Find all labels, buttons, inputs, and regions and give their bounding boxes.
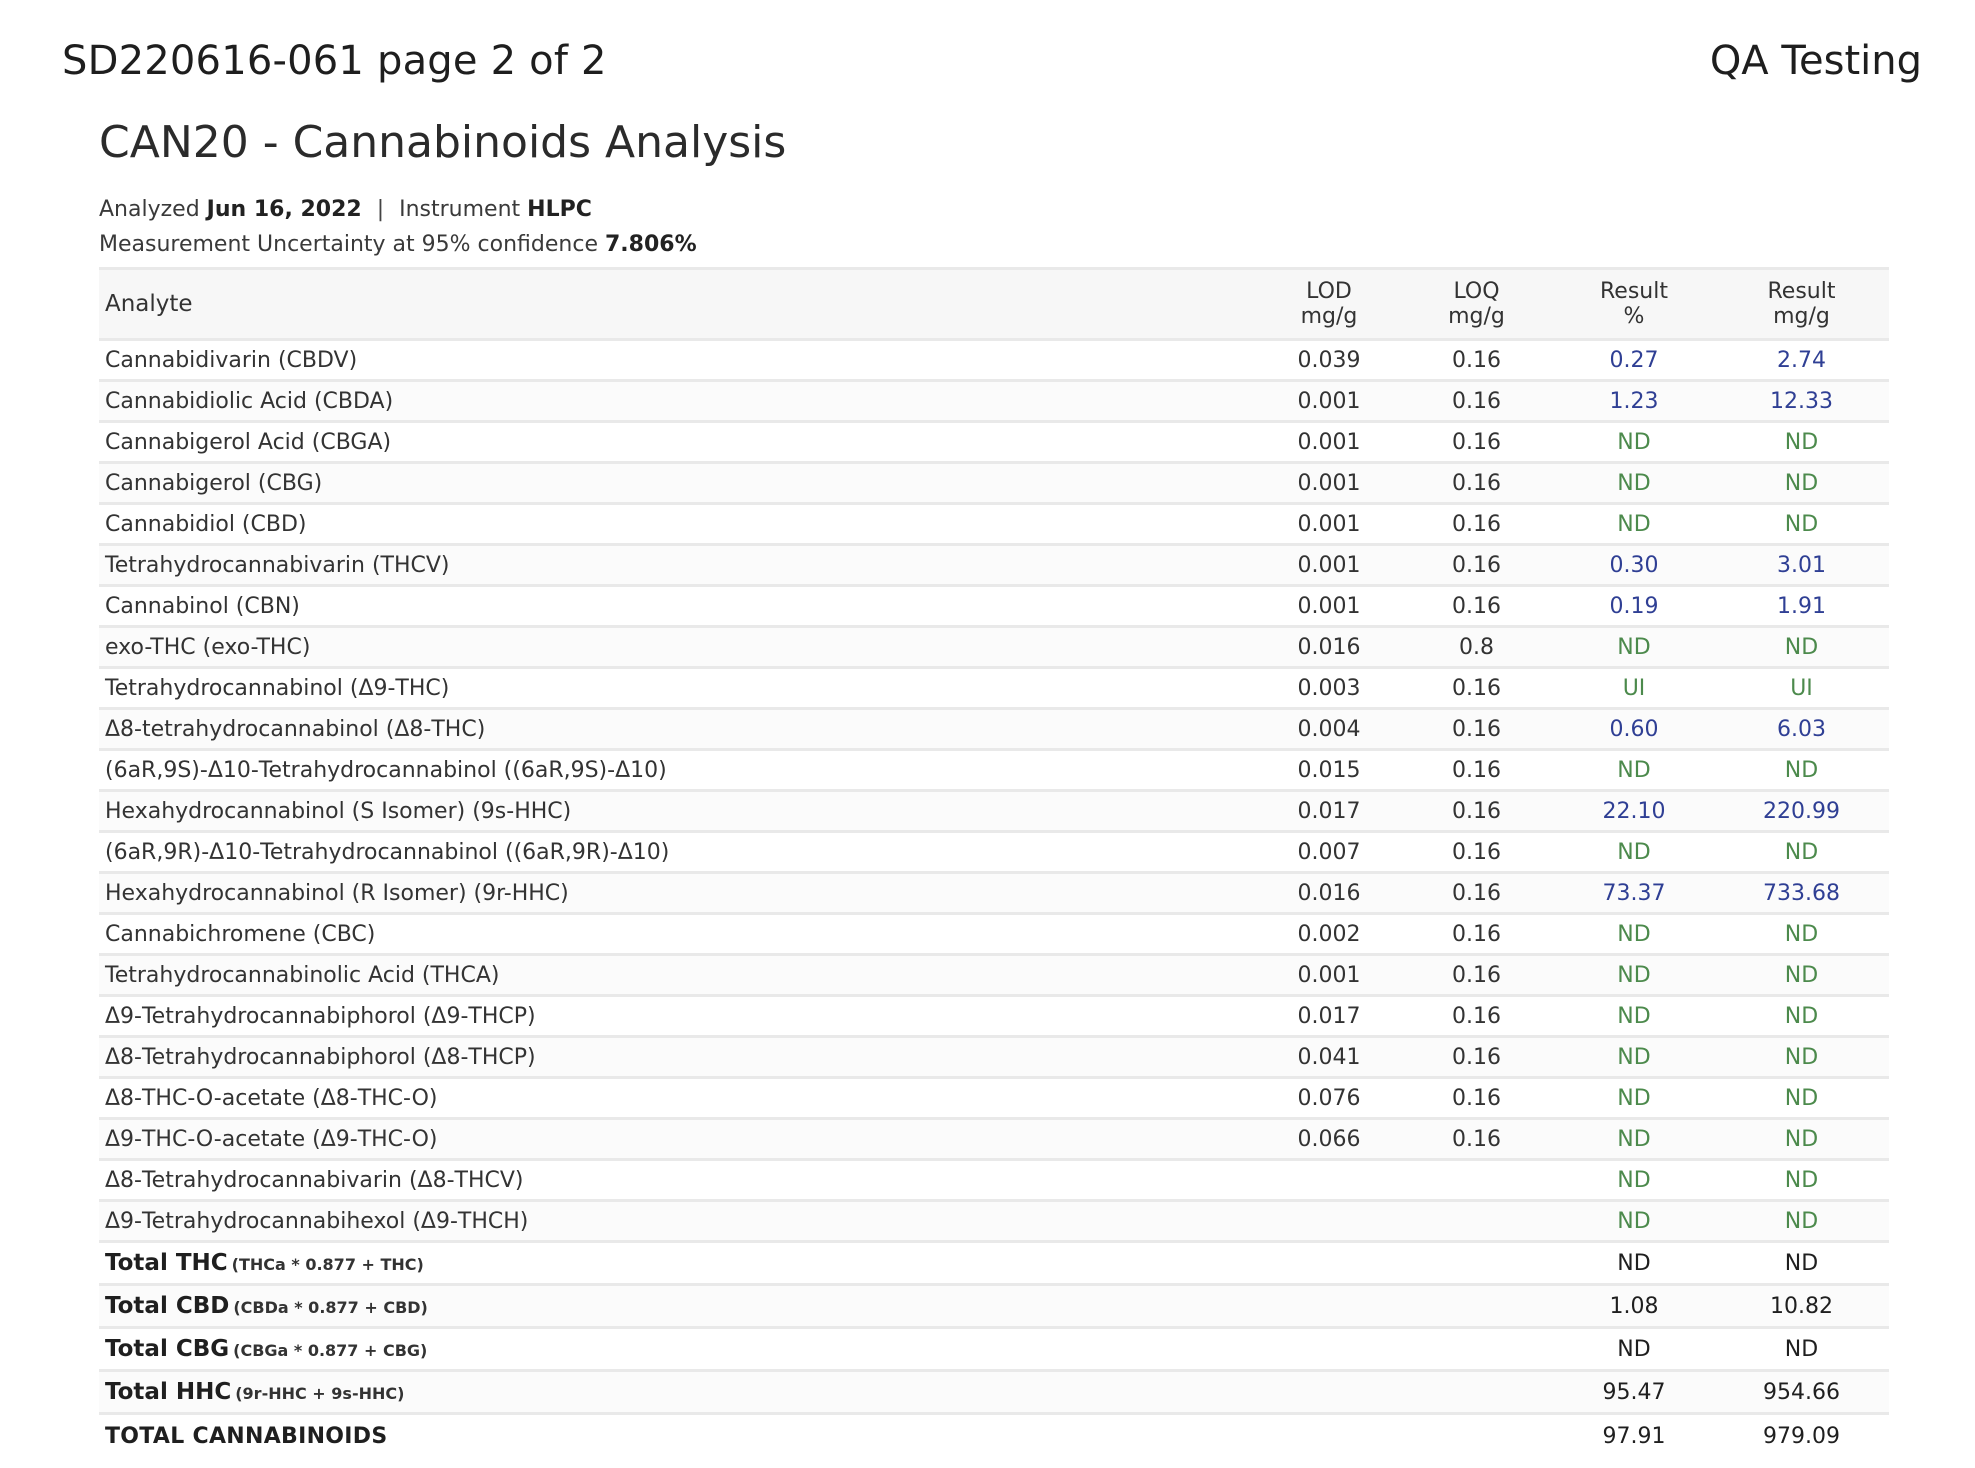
meta-separator: | [376, 197, 385, 222]
lod-cell [1259, 1285, 1399, 1328]
result-mg-cell: 3.01 [1714, 545, 1889, 586]
result-percent-cell: ND [1554, 750, 1714, 791]
result-percent-cell: ND [1554, 1201, 1714, 1242]
total-percent-cell: ND [1554, 1242, 1714, 1285]
result-percent-cell: 0.27 [1554, 340, 1714, 381]
loq-cell: 0.16 [1399, 545, 1554, 586]
result-percent-cell: ND [1554, 955, 1714, 996]
analyte-cell: Cannabichromene (CBC) [99, 914, 1259, 955]
result-mg-header-label: Result [1767, 279, 1836, 304]
table-body [99, 340, 1889, 1458]
total-formula: (9r-HHC + 9s-HHC) [235, 1384, 405, 1403]
total-row [99, 1242, 1889, 1285]
lod-cell: 0.017 [1259, 996, 1399, 1037]
table-row [99, 1201, 1889, 1242]
result-percent-cell: UI [1554, 668, 1714, 709]
result-percent-cell: 0.30 [1554, 545, 1714, 586]
loq-cell: 0.16 [1399, 381, 1554, 422]
result-mg-cell: UI [1714, 668, 1889, 709]
lod-cell: 0.002 [1259, 914, 1399, 955]
lod-cell: 0.007 [1259, 832, 1399, 873]
lod-cell: 0.001 [1259, 586, 1399, 627]
total-percent-cell: ND [1554, 1328, 1714, 1371]
lod-cell: 0.003 [1259, 668, 1399, 709]
analyte-cell: Cannabidivarin (CBDV) [99, 340, 1259, 381]
result-mg-cell: ND [1714, 750, 1889, 791]
table-row [99, 1160, 1889, 1201]
table-row [99, 545, 1889, 586]
analyte-cell: Δ9-Tetrahydrocannabiphorol (Δ9-THCP) [99, 996, 1259, 1037]
uncertainty-value: 7.806% [604, 232, 697, 257]
total-name: Total THC [105, 1250, 228, 1276]
result-percent-cell: 0.19 [1554, 586, 1714, 627]
analyte-cell: exo-THC (exo-THC) [99, 627, 1259, 668]
loq-cell: 0.16 [1399, 750, 1554, 791]
loq-header-unit: mg/g [1448, 304, 1505, 329]
loq-cell: 0.16 [1399, 422, 1554, 463]
lod-header-unit: mg/g [1300, 304, 1358, 329]
grand-total-mg: 979.09 [1763, 1423, 1840, 1449]
total-row [99, 1371, 1889, 1414]
table-row [99, 627, 1889, 668]
result-mg-cell: ND [1714, 504, 1889, 545]
table-row [99, 1078, 1889, 1119]
column-header-lod [1259, 269, 1399, 340]
result-mg-cell: ND [1714, 914, 1889, 955]
table-row [99, 504, 1889, 545]
result-percent-cell: 0.60 [1554, 709, 1714, 750]
table-row [99, 791, 1889, 832]
table-header-row [99, 269, 1889, 340]
loq-cell: 0.16 [1399, 832, 1554, 873]
loq-cell: 0.16 [1399, 873, 1554, 914]
lod-cell: 0.016 [1259, 873, 1399, 914]
result-percent-cell: ND [1554, 627, 1714, 668]
result-percent-cell: 73.37 [1554, 873, 1714, 914]
table-row [99, 914, 1889, 955]
result-mg-cell: 733.68 [1714, 873, 1889, 914]
uncertainty-label: Measurement Uncertainty at 95% confidence [99, 232, 598, 257]
lod-cell: 0.066 [1259, 1119, 1399, 1160]
lod-cell [1259, 1242, 1399, 1285]
analyte-cell: Δ9-THC-O-acetate (Δ9-THC-O) [99, 1119, 1259, 1160]
result-mg-cell: ND [1714, 627, 1889, 668]
total-mg-cell: ND [1714, 1242, 1889, 1285]
result-percent-cell: ND [1554, 914, 1714, 955]
lod-cell: 0.001 [1259, 545, 1399, 586]
loq-cell: 0.16 [1399, 1037, 1554, 1078]
result-mg-cell: ND [1714, 1078, 1889, 1119]
result-percent-cell: ND [1554, 1119, 1714, 1160]
analyte-cell: Δ8-tetrahydrocannabinol (Δ8-THC) [99, 709, 1259, 750]
table-row [99, 873, 1889, 914]
total-name-cell [99, 1242, 1259, 1285]
total-name: Total CBG [105, 1336, 230, 1362]
total-mg-cell: ND [1714, 1328, 1889, 1371]
analyte-cell: (6aR,9R)-Δ10-Tetrahydrocannabinol ((6aR,9R)-Δ10) [99, 832, 1259, 873]
table-row [99, 832, 1889, 873]
analyzed-label: Analyzed [99, 197, 200, 222]
lod-cell [1259, 1371, 1399, 1414]
analyte-cell: Δ8-Tetrahydrocannabiphorol (Δ8-THCP) [99, 1037, 1259, 1078]
analyte-cell: Tetrahydrocannabinol (Δ9-THC) [99, 668, 1259, 709]
loq-cell [1399, 1201, 1554, 1242]
result-pct-header-unit: % [1623, 304, 1645, 329]
lod-cell: 0.076 [1259, 1078, 1399, 1119]
total-name: Total HHC [105, 1379, 232, 1405]
result-percent-cell: 1.23 [1554, 381, 1714, 422]
lod-cell: 0.016 [1259, 627, 1399, 668]
lab-name: QA Testing [1709, 38, 1922, 84]
cannabinoids-section [99, 110, 1889, 1457]
result-mg-cell: ND [1714, 422, 1889, 463]
total-row [99, 1285, 1889, 1328]
lod-cell: 0.001 [1259, 955, 1399, 996]
grand-total-percent: 97.91 [1602, 1423, 1666, 1449]
table-row [99, 1037, 1889, 1078]
analyzed-date: Jun 16, 2022 [206, 197, 362, 222]
result-mg-cell: ND [1714, 996, 1889, 1037]
column-header-result-percent [1554, 269, 1714, 340]
result-mg-cell: ND [1714, 1119, 1889, 1160]
loq-header-label: LOQ [1453, 279, 1500, 304]
analyte-cell: Hexahydrocannabinol (S Isomer) (9s-HHC) [99, 791, 1259, 832]
analysis-meta-line [99, 192, 1889, 227]
total-formula: (THCa * 0.877 + THC) [231, 1255, 424, 1274]
result-percent-cell: ND [1554, 1037, 1714, 1078]
lod-cell: 0.001 [1259, 422, 1399, 463]
analyte-cell: Δ9-Tetrahydrocannabihexol (Δ9-THCH) [99, 1201, 1259, 1242]
total-name-cell [99, 1285, 1259, 1328]
column-header-analyte: Analyte [99, 269, 1259, 340]
lod-header-label: LOD [1306, 279, 1352, 304]
analyte-cell: Tetrahydrocannabivarin (THCV) [99, 545, 1259, 586]
result-percent-cell: 22.10 [1554, 791, 1714, 832]
table-row [99, 381, 1889, 422]
grand-total-label: TOTAL CANNABINOIDS [105, 1423, 388, 1449]
document-id: SD220616-061 page 2 of 2 [62, 38, 607, 84]
table-row [99, 340, 1889, 381]
table-row [99, 463, 1889, 504]
lod-cell: 0.039 [1259, 340, 1399, 381]
total-percent-cell: 1.08 [1554, 1285, 1714, 1328]
loq-cell: 0.16 [1399, 340, 1554, 381]
analyte-cell: Δ8-THC-O-acetate (Δ8-THC-O) [99, 1078, 1259, 1119]
table-row [99, 1119, 1889, 1160]
column-header-result-mg [1714, 269, 1889, 340]
total-mg-cell: 10.82 [1714, 1285, 1889, 1328]
total-percent-cell: 95.47 [1554, 1371, 1714, 1414]
instrument-label: Instrument [399, 197, 521, 222]
analyte-cell: Cannabidiolic Acid (CBDA) [99, 381, 1259, 422]
lod-cell: 0.004 [1259, 709, 1399, 750]
loq-cell: 0.16 [1399, 504, 1554, 545]
lod-cell [1259, 1201, 1399, 1242]
result-percent-cell: ND [1554, 1078, 1714, 1119]
loq-cell [1399, 1328, 1554, 1371]
results-table [99, 267, 1889, 1457]
table-row [99, 709, 1889, 750]
loq-cell [1399, 1242, 1554, 1285]
lod-cell [1259, 1414, 1399, 1458]
table-row [99, 422, 1889, 463]
loq-cell: 0.16 [1399, 668, 1554, 709]
result-percent-cell: ND [1554, 463, 1714, 504]
analyte-cell: (6aR,9S)-Δ10-Tetrahydrocannabinol ((6aR,9S)-Δ10) [99, 750, 1259, 791]
table-row [99, 586, 1889, 627]
result-percent-cell: ND [1554, 504, 1714, 545]
lod-cell: 0.015 [1259, 750, 1399, 791]
result-mg-cell: 1.91 [1714, 586, 1889, 627]
loq-cell: 0.16 [1399, 996, 1554, 1037]
analyte-cell: Tetrahydrocannabinolic Acid (THCA) [99, 955, 1259, 996]
result-mg-cell: 220.99 [1714, 791, 1889, 832]
lod-cell [1259, 1160, 1399, 1201]
loq-cell: 0.16 [1399, 463, 1554, 504]
total-name: Total CBD [105, 1293, 230, 1319]
table-row [99, 955, 1889, 996]
instrument-value: HLPC [527, 197, 592, 222]
loq-cell: 0.16 [1399, 1119, 1554, 1160]
total-formula: (CBGa * 0.877 + CBG) [233, 1341, 428, 1360]
total-name-cell [99, 1371, 1259, 1414]
lod-cell: 0.017 [1259, 791, 1399, 832]
total-formula: (CBDa * 0.877 + CBD) [233, 1298, 428, 1317]
lod-cell [1259, 1328, 1399, 1371]
result-percent-cell: ND [1554, 996, 1714, 1037]
result-percent-cell: ND [1554, 832, 1714, 873]
result-pct-header-label: Result [1600, 279, 1668, 304]
lod-cell: 0.041 [1259, 1037, 1399, 1078]
grand-total-row [99, 1414, 1889, 1458]
result-percent-cell: ND [1554, 1160, 1714, 1201]
analyte-cell: Cannabinol (CBN) [99, 586, 1259, 627]
table-row [99, 750, 1889, 791]
result-mg-cell: 2.74 [1714, 340, 1889, 381]
section-title: CAN20 - Cannabinoids Analysis [99, 117, 787, 168]
loq-cell [1399, 1414, 1554, 1458]
analyte-cell: Hexahydrocannabinol (R Isomer) (9r-HHC) [99, 873, 1259, 914]
loq-cell: 0.16 [1399, 586, 1554, 627]
loq-cell [1399, 1371, 1554, 1414]
result-mg-cell: ND [1714, 1037, 1889, 1078]
uncertainty-line [99, 227, 1889, 262]
total-mg-cell: 954.66 [1714, 1371, 1889, 1414]
analyte-cell: Cannabidiol (CBD) [99, 504, 1259, 545]
result-mg-header-unit: mg/g [1773, 304, 1830, 329]
result-mg-cell: 12.33 [1714, 381, 1889, 422]
table-row [99, 668, 1889, 709]
lod-cell: 0.001 [1259, 463, 1399, 504]
result-mg-cell: 6.03 [1714, 709, 1889, 750]
lod-cell: 0.001 [1259, 504, 1399, 545]
analyte-cell: Cannabigerol Acid (CBGA) [99, 422, 1259, 463]
loq-cell: 0.16 [1399, 791, 1554, 832]
result-mg-cell: ND [1714, 955, 1889, 996]
loq-cell [1399, 1285, 1554, 1328]
result-mg-cell: ND [1714, 1160, 1889, 1201]
table-row [99, 996, 1889, 1037]
loq-cell: 0.16 [1399, 709, 1554, 750]
page-header [62, 34, 1922, 94]
loq-cell: 0.8 [1399, 627, 1554, 668]
loq-cell [1399, 1160, 1554, 1201]
column-header-loq [1399, 269, 1554, 340]
result-mg-cell: ND [1714, 832, 1889, 873]
result-mg-cell: ND [1714, 1201, 1889, 1242]
loq-cell: 0.16 [1399, 914, 1554, 955]
analyte-cell: Cannabigerol (CBG) [99, 463, 1259, 504]
result-mg-cell: ND [1714, 463, 1889, 504]
total-name-cell [99, 1328, 1259, 1371]
loq-cell: 0.16 [1399, 955, 1554, 996]
loq-cell: 0.16 [1399, 1078, 1554, 1119]
total-row [99, 1328, 1889, 1371]
lod-cell: 0.001 [1259, 381, 1399, 422]
analyte-cell: Δ8-Tetrahydrocannabivarin (Δ8-THCV) [99, 1160, 1259, 1201]
result-percent-cell: ND [1554, 422, 1714, 463]
